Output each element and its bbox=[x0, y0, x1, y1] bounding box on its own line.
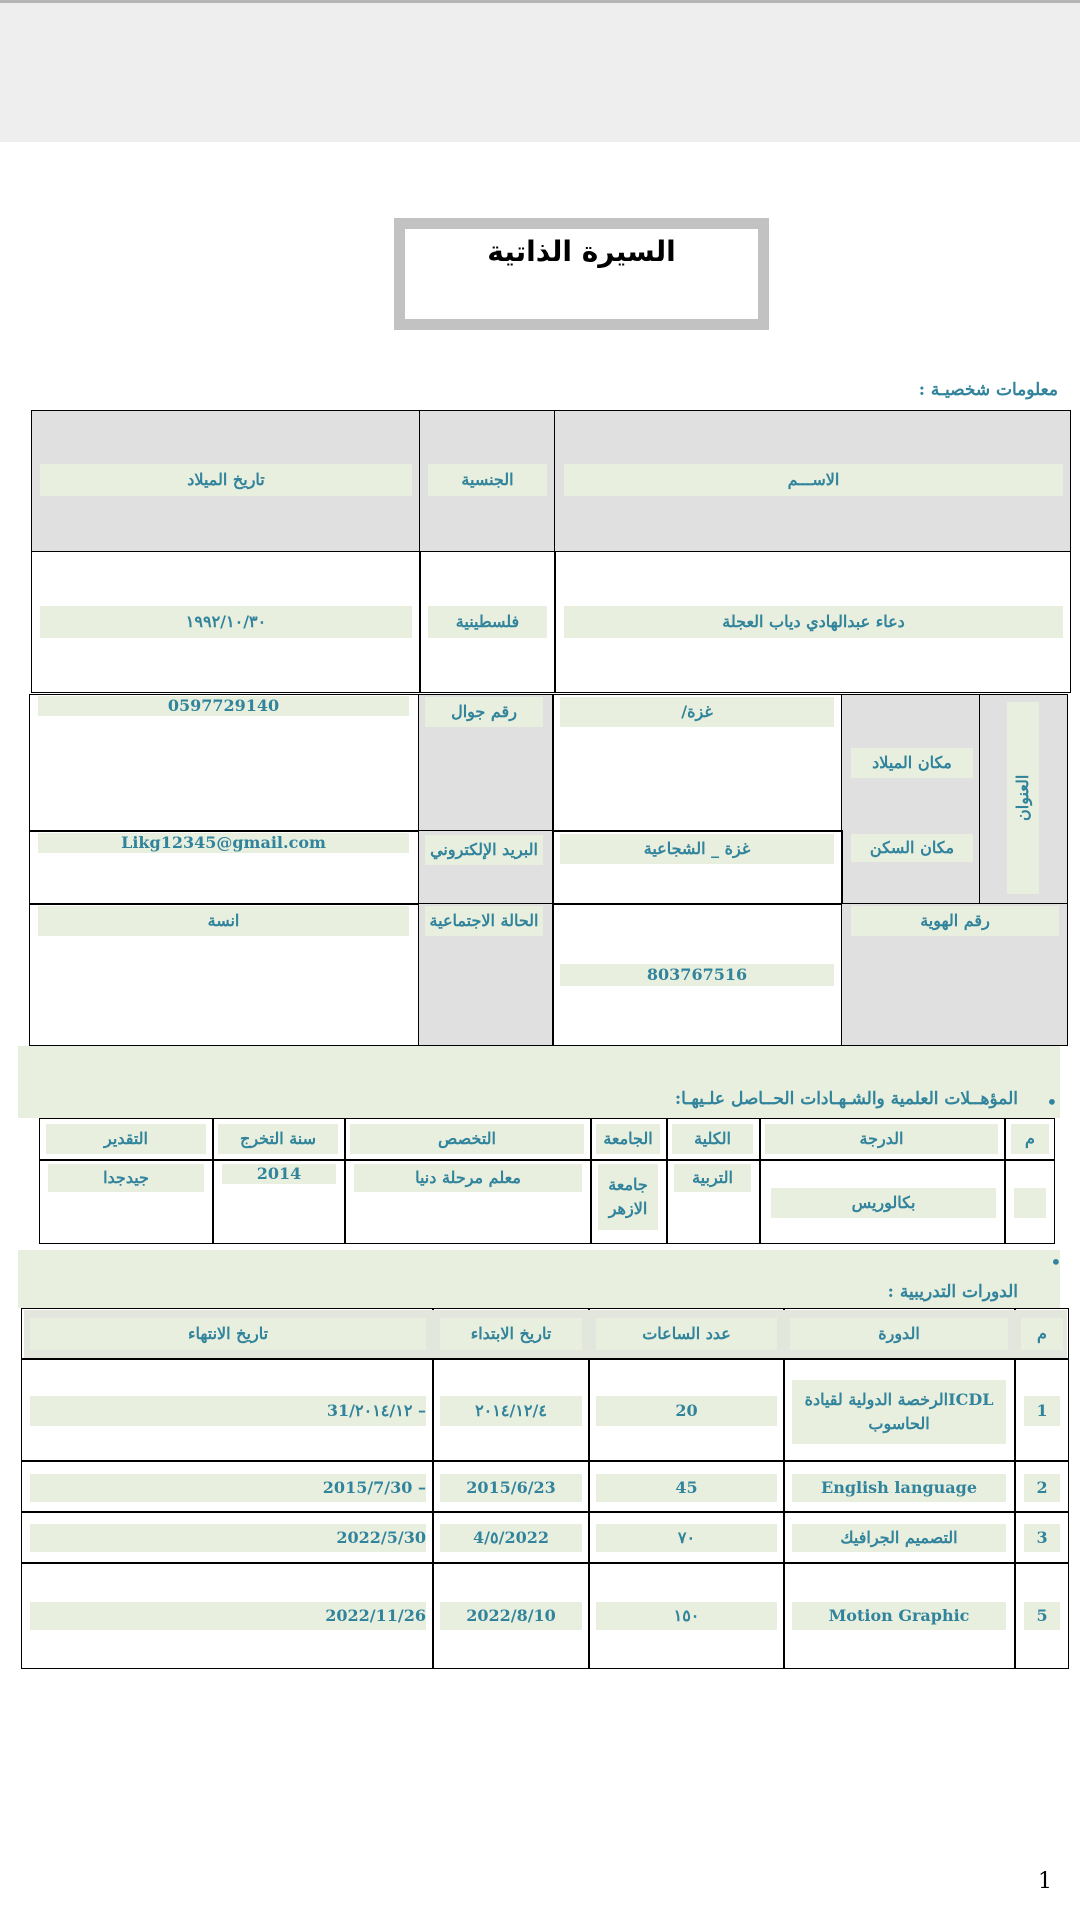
row-sep bbox=[21, 1511, 1069, 1513]
col-sep bbox=[1014, 1308, 1016, 1669]
col-sep bbox=[666, 1118, 668, 1244]
course-end: – 2015/7/30 bbox=[30, 1474, 426, 1502]
major-header: التخصص bbox=[350, 1124, 584, 1154]
num-header: م bbox=[1011, 1124, 1049, 1154]
birthplace-value: غزة/ bbox=[560, 697, 834, 727]
university-line-2: الازهر bbox=[608, 1199, 648, 1218]
course-end: 2022/11/26 bbox=[30, 1602, 426, 1630]
personal-section-title: معلومات شخصيـة : bbox=[918, 380, 1058, 400]
college-value: التربية bbox=[674, 1164, 751, 1192]
cell-birthplace-label bbox=[841, 694, 981, 905]
col-sep bbox=[588, 1308, 590, 1669]
residence-value: غزة _ الشجاعية bbox=[560, 834, 834, 864]
major-value: معلم مرحلة دنيا bbox=[354, 1164, 582, 1192]
course-name: English language bbox=[792, 1474, 1006, 1502]
row-sep bbox=[21, 1358, 1069, 1360]
row-sep bbox=[39, 1159, 1055, 1161]
course-header: الدورة bbox=[790, 1318, 1008, 1350]
page-number: 1 bbox=[1038, 1869, 1052, 1894]
name-value: دعاء عبدالهادي دياب العجلة bbox=[564, 606, 1063, 638]
university-header: الجامعة bbox=[596, 1124, 660, 1154]
marital-value: انسة bbox=[38, 906, 409, 936]
nationality-value: فلسطينية bbox=[428, 606, 547, 638]
email-label: البريد الإلكتروني bbox=[425, 835, 543, 865]
dob-value: ١٩٩٢/١٠/٣٠ bbox=[40, 606, 412, 638]
courses-section-title: الدورات التدريبية : bbox=[887, 1282, 1018, 1302]
email-value: Likg12345@gmail.com bbox=[38, 833, 409, 853]
course-hours: ١٥٠ bbox=[596, 1602, 777, 1630]
end-header: تاريخ الانتهاء bbox=[30, 1318, 426, 1350]
course-num: 2 bbox=[1024, 1474, 1060, 1502]
bullet-icon: • bbox=[1050, 1250, 1062, 1274]
start-header: تاريخ الابتداء bbox=[440, 1318, 582, 1350]
degree-value: بكالوريس bbox=[771, 1188, 996, 1218]
grad-year-value: 2014 bbox=[222, 1164, 336, 1184]
course-hours: 45 bbox=[596, 1474, 777, 1502]
grade-value: جيدجدا bbox=[48, 1164, 204, 1192]
residence-label: مكان السكن bbox=[851, 834, 973, 862]
bullet-icon: • bbox=[1046, 1090, 1058, 1114]
qualifications-section-title: المؤهــلات العلمية والشـهـادات الحــاصل علـيهـا: bbox=[674, 1089, 1018, 1109]
col-sep bbox=[212, 1118, 214, 1244]
course-num: 3 bbox=[1024, 1524, 1060, 1552]
course-name-line-1: ICDLالرخصة الدولية لقيادة bbox=[804, 1390, 994, 1409]
grad-year-header: سنة التخرج bbox=[218, 1124, 338, 1154]
col-sep bbox=[344, 1118, 346, 1244]
course-name: التصميم الجرافيك bbox=[792, 1524, 1006, 1552]
course-hours: 20 bbox=[596, 1396, 777, 1426]
university-line-1: جامعة bbox=[608, 1175, 648, 1194]
row-sep bbox=[21, 1562, 1069, 1564]
num-header: م bbox=[1021, 1318, 1063, 1350]
num-value bbox=[1014, 1188, 1046, 1218]
col-sep bbox=[783, 1308, 785, 1669]
col-sep bbox=[590, 1118, 592, 1244]
mobile-value: 0597729140 bbox=[38, 696, 409, 716]
col-sep bbox=[1004, 1118, 1006, 1244]
course-start: 2022/٥/4 bbox=[440, 1524, 582, 1552]
dob-label: تاريخ الميلاد bbox=[40, 464, 412, 496]
course-end: – ٢٠١٤/١٢/31 bbox=[30, 1396, 426, 1426]
course-num: 1 bbox=[1024, 1396, 1060, 1426]
top-toolbar-band bbox=[0, 0, 1080, 142]
college-header: الكلية bbox=[672, 1124, 753, 1154]
id-value: 803767516 bbox=[560, 964, 834, 986]
course-start: ٢٠١٤/١٢/٤ bbox=[440, 1396, 582, 1426]
grade-header: التقدير bbox=[46, 1124, 206, 1154]
col-sep bbox=[759, 1118, 761, 1244]
name-label: الاســـم bbox=[564, 464, 1063, 496]
hours-header: عدد الساعات bbox=[596, 1318, 777, 1350]
title-frame bbox=[394, 218, 769, 330]
course-hours: ٧٠ bbox=[596, 1524, 777, 1552]
course-name bbox=[792, 1380, 1006, 1444]
university-value bbox=[598, 1164, 658, 1230]
page-title: السيرة الذاتية bbox=[487, 235, 676, 268]
course-name-line-2: الحاسوب bbox=[868, 1414, 930, 1433]
course-end: 2022/5/30 bbox=[30, 1524, 426, 1552]
course-num: 5 bbox=[1024, 1602, 1060, 1630]
course-start: 2022/8/10 bbox=[440, 1602, 582, 1630]
birthplace-label: مكان الميلاد bbox=[851, 748, 973, 778]
mobile-label: رقم جوال bbox=[425, 697, 543, 727]
row-sep bbox=[21, 1460, 1069, 1462]
col-sep bbox=[432, 1308, 434, 1669]
degree-header: الدرجة bbox=[765, 1124, 998, 1154]
course-start: 2015/6/23 bbox=[440, 1474, 582, 1502]
address-label: العنوان bbox=[1007, 702, 1039, 894]
marital-label: الحالة الاجتماعية bbox=[425, 906, 543, 936]
course-name: Motion Graphic bbox=[792, 1602, 1006, 1630]
id-label: رقم الهوية bbox=[851, 906, 1059, 936]
nationality-label: الجنسية bbox=[428, 464, 547, 496]
